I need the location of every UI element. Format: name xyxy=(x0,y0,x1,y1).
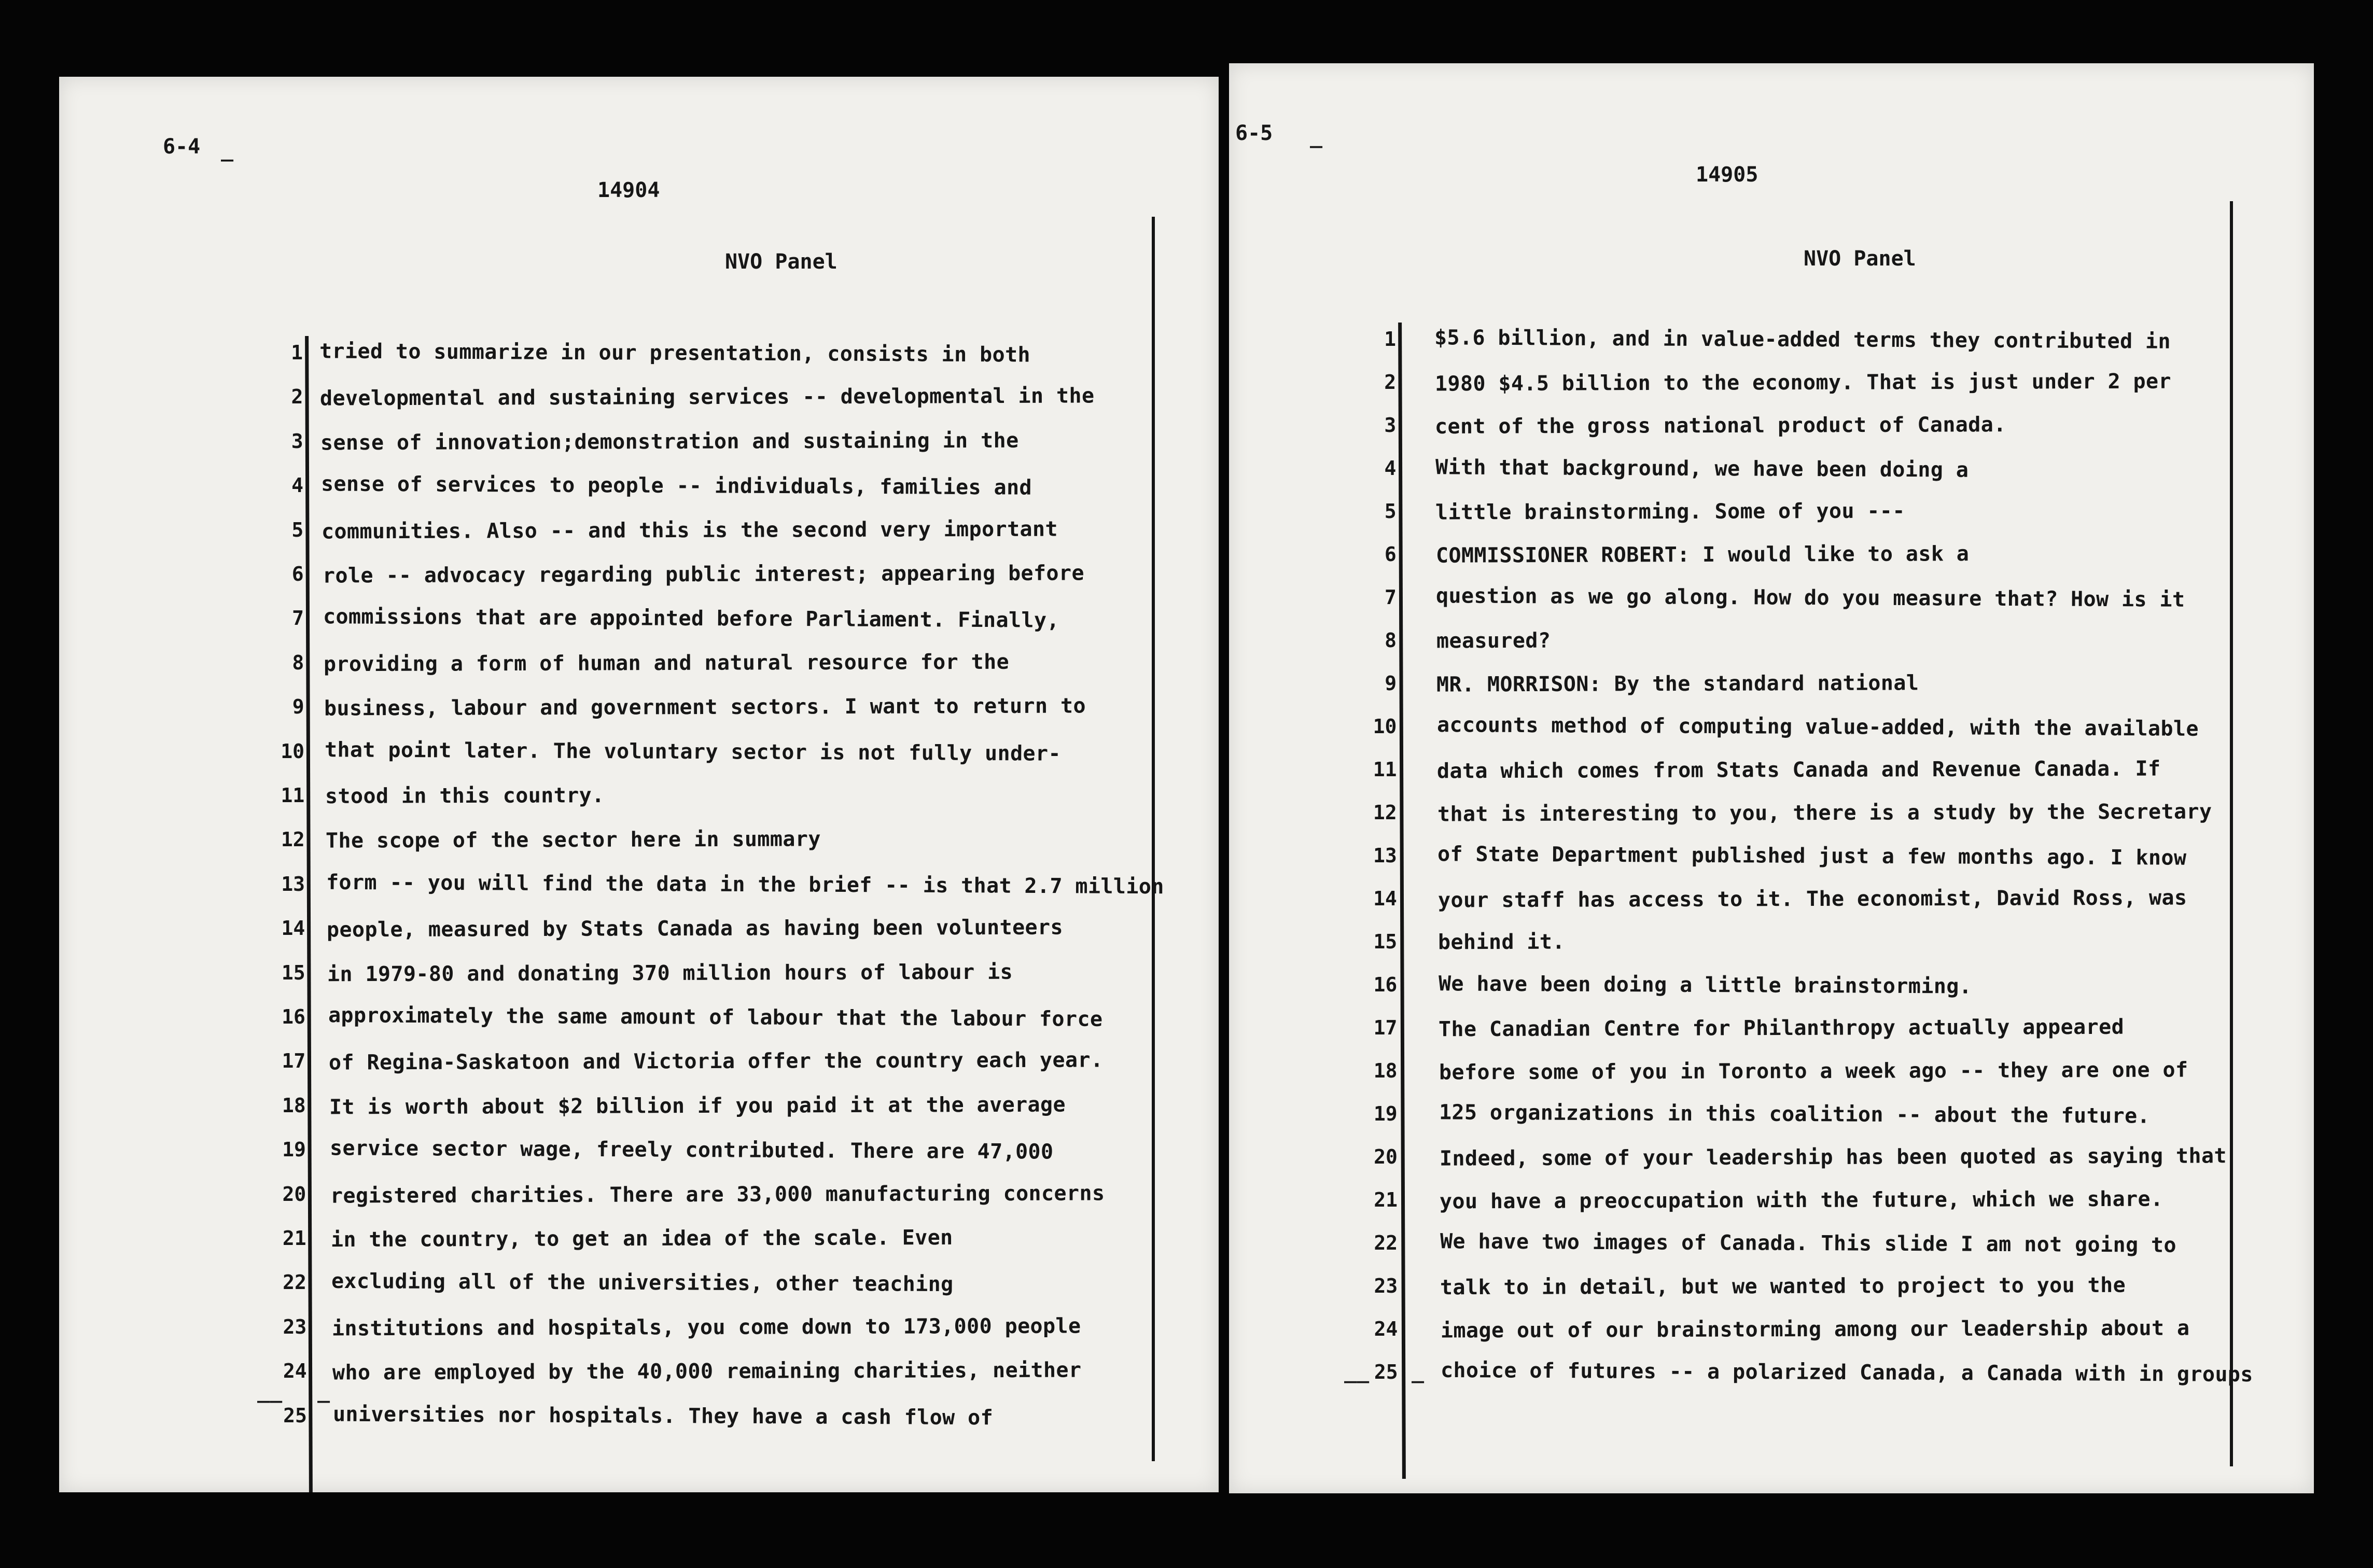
transcript-line: universities nor hospitals. They have a cash flow of xyxy=(333,1402,994,1430)
transcript-line: of Regina-Saskatoon and Victoria offer the country each year. xyxy=(328,1048,1104,1075)
right-margin-rule xyxy=(1152,217,1155,1461)
transcript-line: The scope of the sector here in summary xyxy=(326,827,821,853)
transcript-line: tried to summarize in our presentation, consists in both xyxy=(319,339,1031,367)
line-number: 24 xyxy=(283,1360,307,1383)
line-number: 2 xyxy=(291,385,303,409)
transcript-line: institutions and hospitals, you come down to 173,000 people xyxy=(332,1314,1081,1341)
transcript-line: It is worth about $2 billion if you paid it at the average xyxy=(329,1093,1066,1119)
line-number: 4 xyxy=(1384,457,1397,480)
transcript-line: image out of our brainstorming among our leadership about a xyxy=(1440,1316,2190,1343)
transcript-line: business, labour and government sectors. I want to return to xyxy=(324,694,1086,721)
line-number: 23 xyxy=(283,1315,307,1338)
line-number: 16 xyxy=(1373,973,1398,996)
line-number: 17 xyxy=(282,1049,306,1073)
line-number: 19 xyxy=(282,1138,306,1161)
line-number: 11 xyxy=(1373,758,1397,781)
transcript-line: registered charities. There are 33,000 manufacturing concerns xyxy=(330,1181,1105,1208)
line-number: 8 xyxy=(292,651,304,674)
transcript-line: sense of services to people -- individuals, families and xyxy=(321,472,1032,500)
line-number: 18 xyxy=(282,1094,306,1117)
line-number: 6 xyxy=(1384,543,1397,566)
transcript-page-left xyxy=(59,77,1219,1492)
line-number: 22 xyxy=(1374,1231,1398,1254)
section-heading: NVO Panel xyxy=(725,250,837,274)
transcript-line: commissions that are appointed before Parliament. Finally, xyxy=(323,605,1059,633)
transcript-line: before some of you in Toronto a week ago -- they are one of xyxy=(1439,1058,2188,1085)
line-number-rule xyxy=(1398,323,1406,1479)
line-25-marker: __ xyxy=(257,1379,283,1403)
transcript-line: accounts method of computing value-added, with the available xyxy=(1436,713,2199,741)
line-number: 12 xyxy=(281,828,305,851)
line-number: 14 xyxy=(281,917,305,940)
line-number: 4 xyxy=(291,474,303,497)
transcript-line: developmental and sustaining services -- developmental in the xyxy=(320,384,1095,411)
transcript-line: in the country, to get an idea of the scale. Even xyxy=(330,1225,953,1252)
line-number: 2 xyxy=(1384,371,1397,394)
transcript-line: form -- you will find the data in the brief -- is that 2.7 million xyxy=(326,870,1165,899)
transcript-line: role -- advocacy regarding public interest; appearing before xyxy=(322,561,1084,588)
transcript-line: who are employed by the 40,000 remaining charities, neither xyxy=(332,1358,1082,1385)
page-code-dash: _ xyxy=(221,138,234,162)
line-number: 5 xyxy=(291,518,304,541)
transcript-line: little brainstorming. Some of you --- xyxy=(1435,499,1905,525)
transcript-line: Indeed, some of your leadership has been quoted as saying that xyxy=(1439,1144,2227,1171)
transcript-line: you have a preoccupation with the future, which we share. xyxy=(1439,1187,2163,1214)
line-number: 17 xyxy=(1373,1016,1398,1039)
transcript-line: MR. MORRISON: By the standard national xyxy=(1436,671,1919,697)
transcript-line: excluding all of the universities, other teaching xyxy=(331,1269,954,1297)
line-number: 19 xyxy=(1373,1102,1398,1125)
line-number: 15 xyxy=(1373,930,1398,953)
line-number: 6 xyxy=(291,563,304,585)
transcript-line: choice of futures -- a polarized Canada, a Canada with in groups xyxy=(1440,1358,2253,1387)
line-number: 16 xyxy=(282,1005,305,1028)
transcript-line: that point later. The voluntary sector is not fully under- xyxy=(324,737,1061,766)
line-number: 3 xyxy=(1384,414,1397,437)
transcript-line: in 1979-80 and donating 370 million hours of labour is xyxy=(327,960,1013,986)
transcript-line: approximately the same amount of labour that the labour force xyxy=(328,1003,1103,1031)
line-number: 10 xyxy=(281,739,304,763)
line-number: 11 xyxy=(281,784,305,807)
line-number: 20 xyxy=(282,1182,306,1206)
line-number: 1 xyxy=(1384,328,1396,351)
page-code: 6-4 xyxy=(163,135,201,159)
transcript-line: communities. Also -- and this is the second very important xyxy=(322,517,1058,544)
transcript-line: COMMISSIONER ROBERT: I would like to ask a xyxy=(1435,542,1969,568)
line-number: 5 xyxy=(1384,500,1397,523)
line-number: 23 xyxy=(1374,1275,1398,1297)
right-margin-rule xyxy=(2230,201,2233,1466)
transcript-line: service sector wage, freely contributed. There are 47,000 xyxy=(329,1136,1054,1164)
page-number: 14904 xyxy=(597,178,660,202)
line-number: 13 xyxy=(1373,844,1397,867)
line-number: 1 xyxy=(291,341,303,364)
transcript-line: We have been doing a little brainstorming. xyxy=(1438,972,1972,999)
page-code: 6-5 xyxy=(1235,121,1273,145)
line-number: 25 xyxy=(283,1404,307,1427)
transcript-line: of State Department published just a few months ago. I know xyxy=(1437,842,2187,870)
transcript-line: The Canadian Centre for Philanthropy actually appeared xyxy=(1438,1015,2125,1042)
line-number: 18 xyxy=(1373,1059,1398,1082)
transcript-line: stood in this country. xyxy=(325,783,605,808)
section-heading: NVO Panel xyxy=(1804,247,1916,271)
transcript-page-right xyxy=(1229,63,2314,1493)
line-25-dash: _ xyxy=(1412,1360,1425,1383)
line-number: 25 xyxy=(1374,1361,1398,1383)
line-number: 12 xyxy=(1373,801,1397,824)
line-number: 7 xyxy=(1385,586,1397,609)
line-25-dash: _ xyxy=(317,1379,330,1403)
line-number: 21 xyxy=(282,1227,306,1250)
transcript-line: cent of the gross national product of Canada. xyxy=(1434,413,2006,439)
line-number: 7 xyxy=(292,607,304,630)
line-25-marker: __ xyxy=(1344,1360,1370,1383)
line-number: 9 xyxy=(1385,672,1397,695)
page-code-dash: _ xyxy=(1310,124,1323,148)
line-number: 10 xyxy=(1373,715,1397,738)
transcript-line: data which comes from Stats Canada and Revenue Canada. If xyxy=(1436,757,2161,783)
line-number: 20 xyxy=(1374,1145,1398,1168)
line-number: 22 xyxy=(283,1271,306,1294)
transcript-line: question as we go along. How do you measure that? How is it xyxy=(1435,584,2185,612)
transcript-line: 125 organizations in this coalition -- about the future. xyxy=(1439,1100,2151,1128)
line-number: 3 xyxy=(291,429,303,453)
transcript-line: behind it. xyxy=(1437,930,1565,955)
transcript-line: With that background, we have been doing a xyxy=(1435,455,1969,482)
transcript-line: that is interesting to you, there is a study by the Secretary xyxy=(1437,800,2212,827)
transcript-line: $5.6 billion, and in value-added terms they contributed in xyxy=(1434,326,2171,354)
transcript-line: providing a form of human and natural resource for the xyxy=(323,650,1009,677)
transcript-line: people, measured by Stats Canada as having been volunteers xyxy=(327,915,1064,942)
line-number: 13 xyxy=(281,872,305,895)
line-number: 9 xyxy=(292,695,304,719)
transcript-line: 1980 $4.5 billion to the economy. That is just under 2 per xyxy=(1434,369,2171,396)
transcript-line: talk to in detail, but we wanted to project to you the xyxy=(1440,1273,2126,1300)
transcript-line: We have two images of Canada. This slide I am not going to xyxy=(1440,1229,2176,1257)
transcript-line: measured? xyxy=(1436,628,1551,653)
line-number: 21 xyxy=(1374,1188,1398,1211)
transcript-line: your staff has access to it. The economist, David Ross, was xyxy=(1437,886,2187,913)
transcript-line: sense of innovation;demonstration and sustaining in the xyxy=(320,428,1019,455)
line-number: 14 xyxy=(1373,887,1397,910)
line-number: 15 xyxy=(281,961,305,984)
line-number: 24 xyxy=(1374,1318,1398,1340)
line-number: 8 xyxy=(1385,629,1397,652)
page-number: 14905 xyxy=(1696,163,1758,187)
